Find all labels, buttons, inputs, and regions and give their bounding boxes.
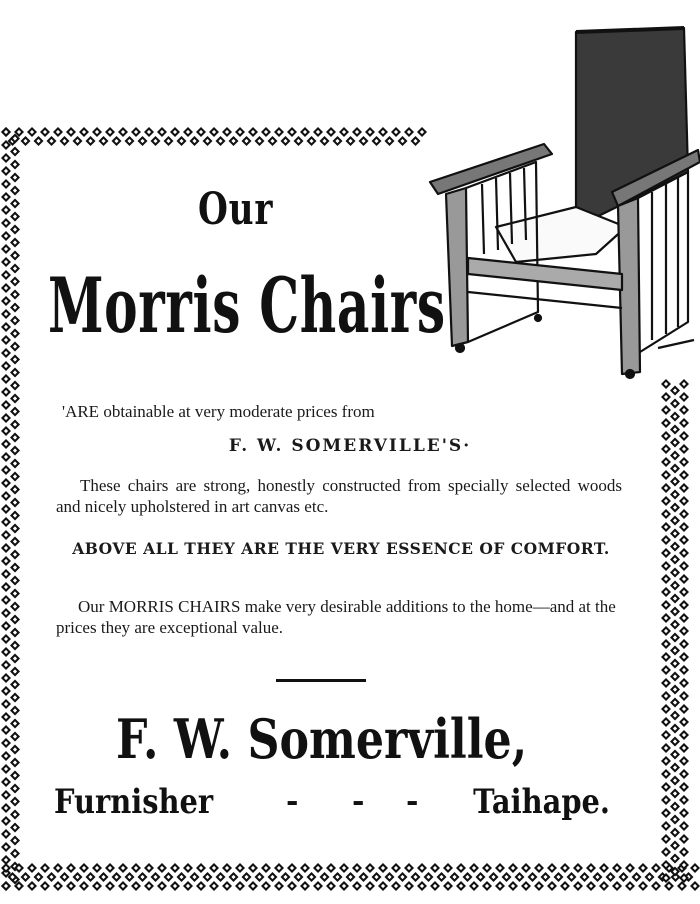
ornamental-border-top bbox=[0, 126, 430, 150]
headline-our: Our bbox=[198, 184, 274, 235]
additions-text: Our MORRIS CHAIRS make very desirable additions to the home—and at the prices they are exceptional value. bbox=[56, 597, 616, 637]
intro-text: 'ARE obtainable at very moderate prices from bbox=[62, 402, 375, 421]
signature-dash: - bbox=[286, 784, 299, 819]
signature-trade: Furnisher bbox=[54, 782, 214, 822]
ornamental-border-left bbox=[0, 126, 22, 896]
signature-dash: - bbox=[352, 784, 365, 819]
morris-chair-illustration bbox=[426, 22, 700, 380]
headline-title: Morris Chairs bbox=[48, 261, 446, 350]
ornamental-border-bottom bbox=[0, 862, 700, 892]
description-text: These chairs are strong, honestly constructed from specially selected woods and nicely upholstered in art canvas etc. bbox=[56, 476, 622, 516]
retailer-name: F. W. SOMERVILLE'S· bbox=[228, 436, 472, 456]
signature-line bbox=[54, 780, 610, 824]
signature-name: F. W. Somerville, bbox=[116, 707, 528, 771]
signature-dash: - bbox=[406, 784, 419, 819]
divider-rule bbox=[276, 679, 366, 682]
signature-town: Taihape. bbox=[473, 782, 610, 822]
emphasis-text: ABOVE ALL THEY ARE THE VERY ESSENCE OF COMFORT. bbox=[72, 539, 610, 558]
